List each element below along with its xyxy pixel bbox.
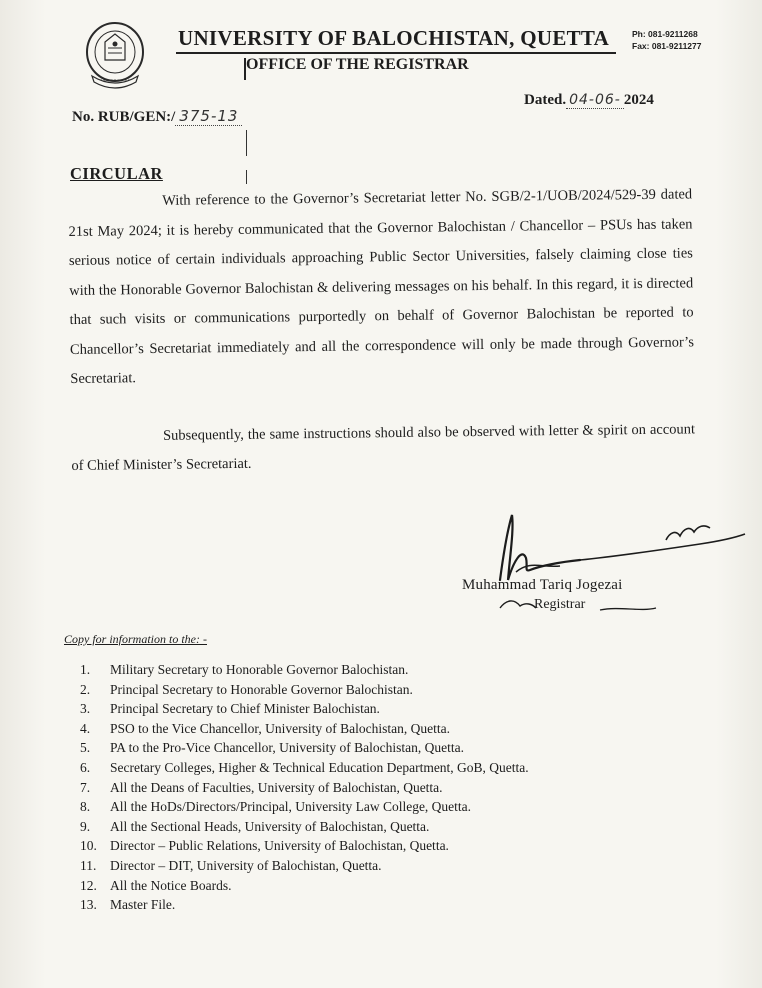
copy-heading: Copy for information to the: - [64, 632, 207, 646]
list-item [80, 699, 529, 719]
list-item-number: 12. [80, 877, 97, 893]
date-line [524, 92, 654, 109]
reference-number [72, 107, 242, 126]
list-item-text: PSO to the Vice Chancellor, University of Balochistan, Quetta. [110, 720, 450, 736]
reference-handwritten: 375-13 [175, 107, 242, 126]
list-item-text: All the HoDs/Directors/Principal, University Law College, Quetta. [110, 799, 472, 815]
list-item-number: 11. [80, 857, 97, 873]
signatory-name: Muhammad Tariq Jogezai [462, 577, 623, 593]
list-item-text: PA to the Pro-Vice Chancellor, University of Balochistan, Quetta. [110, 740, 464, 756]
signatory-title: Registrar [534, 597, 586, 612]
date-year: 2024 [623, 92, 654, 108]
list-item-text: All the Notice Boards. [110, 877, 232, 893]
list-item [80, 797, 529, 817]
list-item [80, 680, 529, 700]
reference-label: No. RUB/GEN:/ [72, 109, 176, 125]
list-item-number: 10. [80, 838, 97, 854]
list-item-text: Principal Secretary to Honorable Governor Balochistan. [110, 681, 413, 697]
list-item-number: 9. [80, 818, 91, 834]
circular-title: CIRCULAR [70, 164, 163, 183]
date-handwritten: 04-06- [566, 92, 624, 109]
list-item [80, 758, 529, 778]
list-item-text: Master File. [110, 897, 176, 913]
list-item-number: 4. [80, 720, 91, 736]
list-item-text: Secretary Colleges, Higher & Technical Education Department, GoB, Quetta. [110, 759, 529, 775]
university-name: UNIVERSITY OF BALOCHISTAN, QUETTA [178, 26, 610, 50]
list-item-text: Director – Public Relations, University of Balochistan, Quetta. [110, 838, 449, 854]
header-rule [176, 52, 616, 54]
fax-number: Fax: 081-9211277 [632, 41, 702, 51]
list-item [80, 738, 529, 758]
office-title: OFFICE OF THE REGISTRAR [246, 56, 469, 73]
list-item [80, 876, 529, 896]
list-item [80, 836, 529, 856]
pen-mark [246, 170, 247, 184]
list-item-number: 5. [80, 740, 91, 756]
list-item-number: 3. [80, 701, 91, 717]
date-label: Dated. [524, 92, 567, 108]
paragraph-2: Subsequently, the same instructions should also be observed with letter & spirit on account of Chief Minister’s Secretariat. [71, 420, 696, 474]
list-item-number: 1. [80, 662, 91, 677]
list-item-text: Military Secretary to Honorable Governor Balochistan. [110, 662, 409, 677]
list-item-number: 7. [80, 779, 91, 795]
list-item-text: All the Deans of Faculties, University of Balochistan, Quetta. [110, 779, 443, 795]
list-item-number: 8. [80, 799, 91, 815]
list-item-number: 13. [80, 897, 97, 913]
contact-info [632, 28, 701, 52]
circular-body [68, 180, 696, 481]
copy-list [80, 660, 529, 915]
university-seal-icon [84, 20, 146, 92]
list-item [80, 856, 529, 876]
phone-number: Ph: 081-9211268 [632, 29, 698, 39]
list-item-number: 6. [80, 759, 91, 775]
list-item-number: 2. [80, 681, 91, 697]
list-item [80, 817, 529, 837]
list-item-text: Director – DIT, University of Balochistan, Quetta. [110, 857, 382, 873]
pen-mark [246, 130, 247, 156]
paragraph-1: With reference to the Governor’s Secretariat letter No. SGB/2-1/UOB/2024/529-39 dated 21st May 2024; it is hereby communicated that the Governor Balochistan / Chancellor – PSUs has taken serious notice of certain individuals approaching Public Sector Universities, falsely claiming close ties with the Honorable Governor Balochistan & delivering messages on his behalf. In this regard, it is directed that such visits or communications purportedly on behalf of Governor Balochistan be reported to Chancellor’s Secretariat immediately and all the correspondence will only be made through Governor’s Secretariat. [68, 186, 695, 387]
list-item-text: Principal Secretary to Chief Minister Balochistan. [110, 701, 380, 717]
list-item-text: All the Sectional Heads, University of Balochistan, Quetta. [110, 818, 430, 834]
list-item [80, 895, 529, 915]
signature-icon [470, 510, 750, 620]
list-item [80, 778, 529, 798]
list-item [80, 660, 529, 680]
list-item [80, 719, 529, 739]
